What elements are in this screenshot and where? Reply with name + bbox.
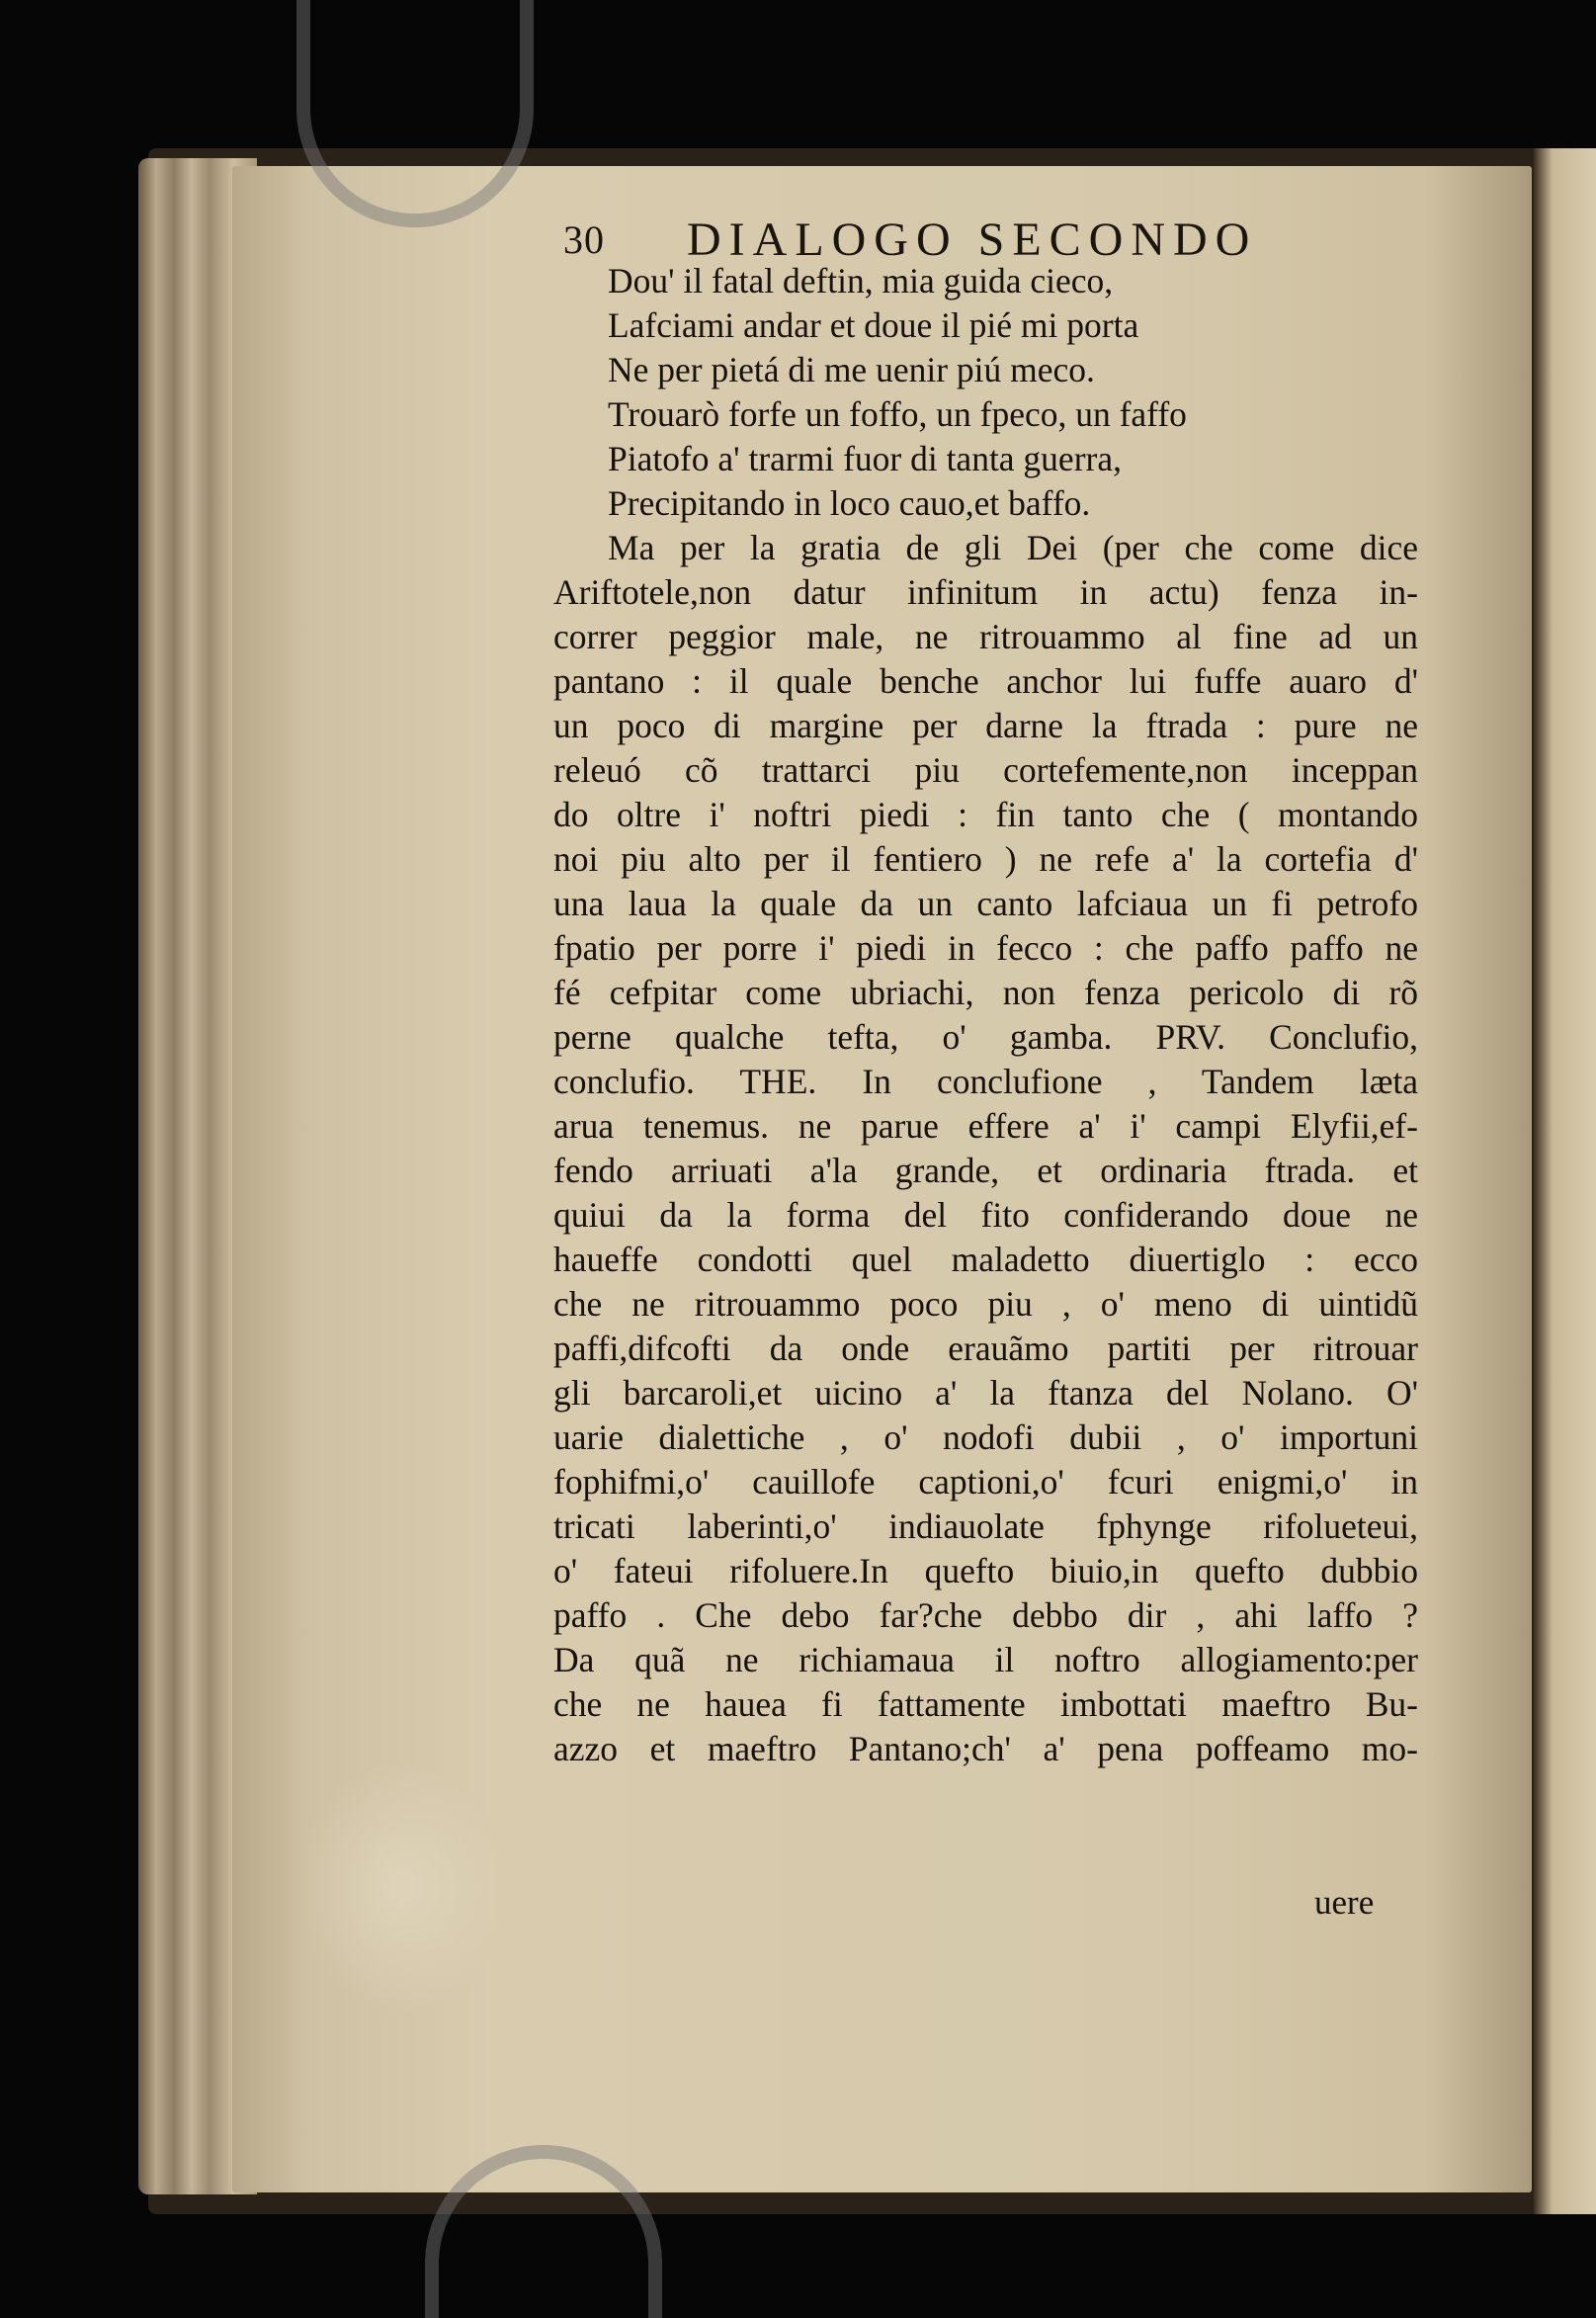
- catchword: uere: [1314, 1883, 1375, 1922]
- prose-line: quiui da la forma del fito confiderando doue ne: [553, 1195, 1418, 1235]
- prose-line: noi piu alto per il fentiero ) ne refe a' la cortefia d': [553, 839, 1418, 879]
- prose-line: paffo . Che debo far?che debbo dir , ahi laffo ?: [553, 1595, 1418, 1635]
- prose-line: fendo arriuati a'la grande, et ordinaria ftrada. et: [553, 1151, 1418, 1190]
- prose-line: un poco di margine per darne la ftrada : pure ne: [553, 706, 1418, 745]
- prose-line: paffi,difcofti da onde erauãmo partiti per ritrouar: [553, 1329, 1418, 1368]
- verse-line: Trouarò forfe un foffo, un fpeco, un faffo: [608, 394, 1187, 434]
- prose-line: Ma per la gratia de gli Dei (per che come dice: [608, 528, 1418, 567]
- prose-line: Da quã ne richiamaua il noftro allogiamento:per: [553, 1640, 1418, 1679]
- prose-line: correr peggior male, ne ritrouammo al fine ad un: [553, 617, 1418, 656]
- prose-line: che ne hauea fi fattamente imbottati maeftro Bu-: [553, 1684, 1418, 1724]
- prose-line: gli barcaroli,et uicino a' la ftanza del Nolano. O': [553, 1373, 1418, 1413]
- prose-line: Ariftotele,non datur infinitum in actu) fenza in-: [553, 572, 1418, 612]
- running-head: DIALOGO SECONDO: [687, 214, 1258, 266]
- prose-line: fé cefpitar come ubriachi, non fenza pericolo di rõ: [553, 973, 1418, 1012]
- text-block: [553, 259, 1418, 1771]
- page-number: 30: [563, 217, 605, 262]
- prose-line: releuó cõ trattarci piu cortefemente,non inceppan: [553, 750, 1418, 790]
- prose-line: fophifmi,o' cauillofe captioni,o' fcuri enigmi,o' in: [553, 1462, 1418, 1502]
- prose-line: pantano : il quale benche anchor lui fuffe auaro d': [553, 661, 1418, 701]
- prose-line: haueffe condotti quel maladetto diuertiglo : ecco: [553, 1240, 1418, 1279]
- prose-line: fpatio per porre i' piedi in fecco : che paffo paffo ne: [553, 928, 1418, 968]
- prose-line: che ne ritrouammo poco piu , o' meno di uintidũ: [553, 1284, 1418, 1324]
- prose-line: perne qualche tefta, o' gamba. PRV. Conclufio,: [553, 1017, 1418, 1057]
- paper-stain: [296, 1760, 504, 2017]
- prose-line: o' fateui rifoluere.In quefto biuio,in quefto dubbio: [553, 1551, 1418, 1590]
- verse-line: Precipitando in loco cauo,et baffo.: [608, 483, 1091, 523]
- verse-line: Piatofo a' trarmi fuor di tanta guerra,: [608, 439, 1122, 478]
- prose-line: azzo et maeftro Pantano;ch' a' pena poffeamo mo-: [553, 1729, 1418, 1768]
- prose-line: arua tenemus. ne parue effere a' i' campi Elyfii,ef-: [553, 1106, 1418, 1146]
- prose-line: uarie dialettiche , o' nodofi dubii , o' importuni: [553, 1417, 1418, 1457]
- verse-line: Ne per pietá di me uenir piú meco.: [608, 350, 1095, 389]
- facing-page-edge: [1534, 148, 1596, 2214]
- verse-line: Lafciami andar et doue il pié mi porta: [608, 305, 1139, 345]
- prose-line: do oltre i' noftri piedi : fin tanto che ( montando: [553, 795, 1418, 834]
- verse-line: Dou' il fatal deftin, mia guida cieco,: [608, 261, 1114, 300]
- prose-line: conclufio. THE. In conclufione , Tandem læta: [553, 1062, 1418, 1101]
- prose-line: tricati laberinti,o' indiauolate fphynge rifolueteui,: [553, 1506, 1418, 1546]
- page-clip-top: [296, 0, 534, 227]
- prose-line: una laua la quale da un canto lafciaua un fi petrofo: [553, 884, 1418, 923]
